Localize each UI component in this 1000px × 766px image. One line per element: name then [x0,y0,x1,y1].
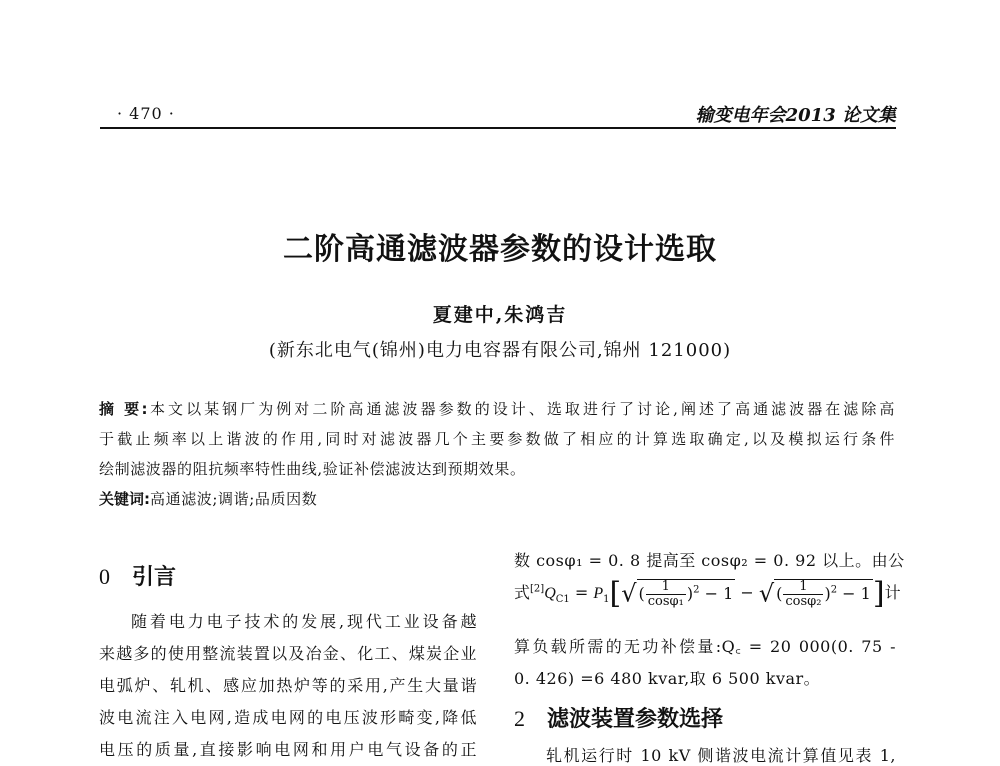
right-bracket: ] [872,576,885,611]
section-2-number: 2 [514,706,525,731]
intro-line-3: 电弧炉、轧机、感应加热炉等的采用,产生大量谐 [99,676,477,695]
section-2-heading [514,702,723,733]
keywords-text: 高通滤波;调谐;品质因数 [150,490,318,508]
right-line-1: 数 cosφ₁ = 0. 8 提高至 cosφ₂ = 0. 92 以上。由公 [514,551,905,570]
sqrt-sign-2: √ [758,579,775,608]
intro-line-1: 随着电力电子技术的发展,现代工业设备越 [131,612,477,631]
formula-lhs-sub: C1 [555,594,570,606]
paper-title: 二阶高通滤波器参数的设计选取 [283,232,717,267]
radical-1: ( $\frac{1}{\text{cosφ₁}}$ )$^2$ − 1 [638,578,734,609]
sqrt-sign-1: √ [621,579,637,608]
page-number: · 470 · [117,104,175,123]
affiliation: (新东北电气(锦州)电力电容器有限公司,锦州 121000) [268,340,732,361]
fraction-2 [783,580,823,609]
section-0-title: 引言 [132,565,177,590]
formula-lhs: Q [544,585,556,602]
right-line-4: 0. 426) =6 480 kvar,取 6 500 kvar。 [514,669,821,688]
keywords-label: 关键词: [99,490,150,508]
abstract-line-2: 于截止频率以上谐波的作用,同时对滤波器几个主要参数做了相应的计算选取确定,以及模拟运行条件 [99,430,895,448]
abstract-label: 摘 要: [99,400,148,418]
left-bracket: [ [609,576,622,611]
formula-eq: = [569,583,594,602]
right-line-last: 轧机运行时 10 kV 侧谐波电流计算值见表 1, [546,746,896,765]
fraction-1-den: cosφ₁ [647,593,684,609]
formula-ref: [2] [530,583,545,595]
formula-qc1: 式$[2]Q_{C1} = P_1[√$ ( $\frac{1}{\text{cosφ₁}}$ )$^2$ − 1 − √ ( $\frac{1}{\text{cosφ₂}}$ )$^2$ − 1]计 [514,576,901,611]
intro-line-2: 来越多的使用整流装置以及冶金、化工、煤炭企业 [99,644,477,663]
formula-p: P [593,585,604,602]
header-rule [100,127,896,129]
right-line-3: 算负载所需的无功补偿量:Q꜀ = 20 000(0. 75 - [514,637,896,656]
radical-2: ( $\frac{1}{\text{cosφ₂}}$ )$^2$ − 1 [776,578,871,609]
formula-prefix: 式 [514,583,531,602]
authors: 夏建中,朱鸿吉 [432,304,568,326]
section-2-title: 滤波装置参数选择 [547,707,724,732]
journal-name: 输变电年会2013 论文集 [695,105,896,126]
formula-p-sub: 1 [603,594,610,606]
fraction-1 [646,580,686,609]
section-0-number: 0 [99,564,110,589]
abstract-line-1 [99,398,895,419]
section-0-heading [99,560,176,591]
fraction-2-den: cosφ₂ [785,593,822,609]
keywords-line [99,488,895,509]
formula-tail: 计 [884,583,901,602]
intro-line-4: 波电流注入电网,造成电网的电压波形畸变,降低 [99,708,477,727]
fraction-1-num: 1 [646,580,686,595]
abstract-text-1: 本文以某钢厂为例对二阶高通滤波器参数的设计、选取进行了讨论,阐述了高通滤波器在滤除高 [147,400,895,418]
intro-line-5: 电压的质量,直接影响电网和用户电气设备的正 [99,740,477,759]
fraction-2-num: 1 [783,580,823,595]
abstract-line-3: 绘制滤波器的阻抗频率特性曲线,验证补偿滤波达到预期效果。 [99,460,526,478]
